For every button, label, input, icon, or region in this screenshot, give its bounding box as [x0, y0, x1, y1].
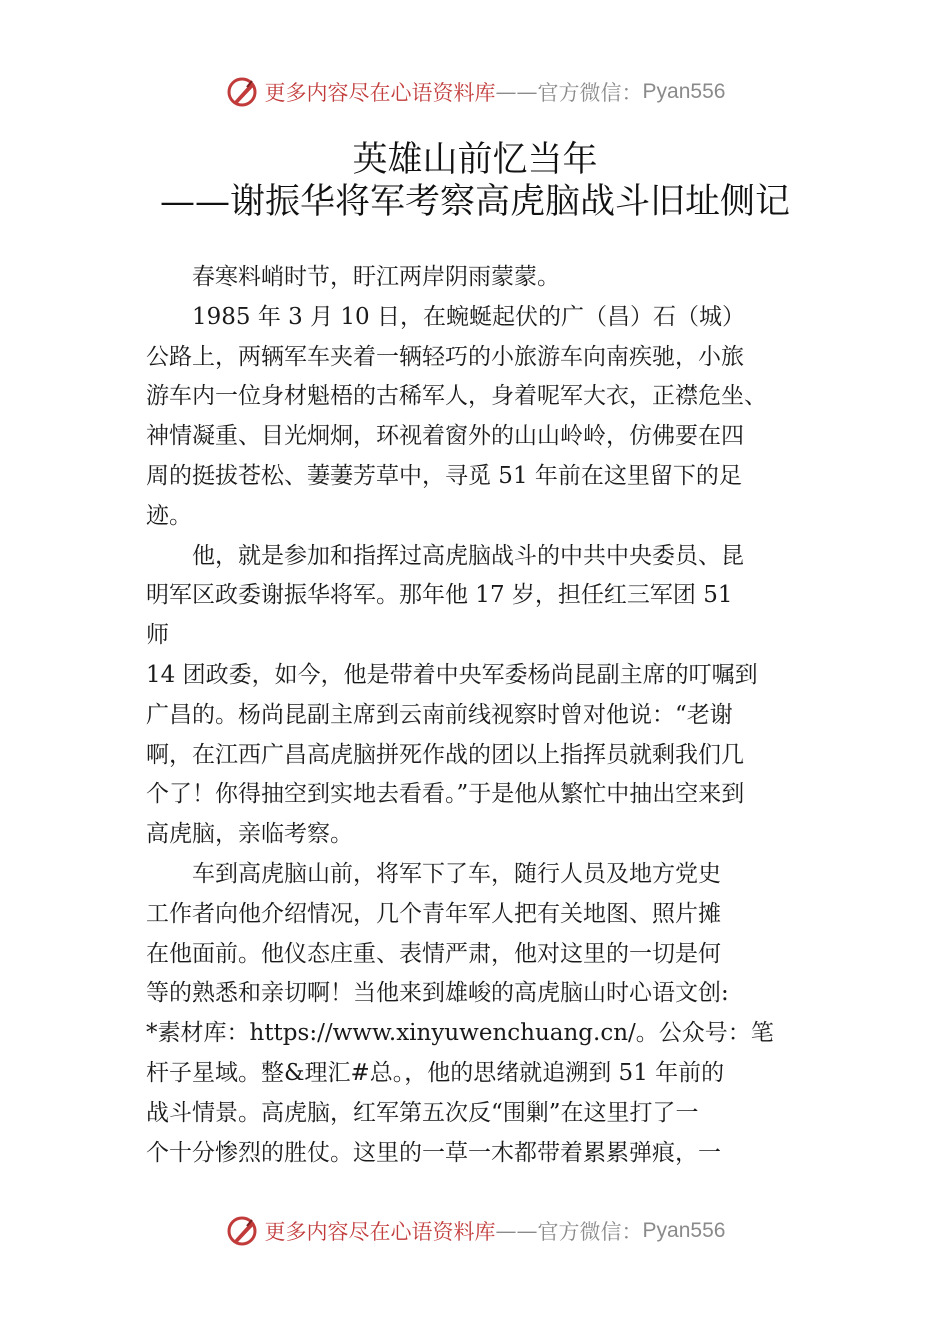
paragraph-line: 在他面前。他仪态庄重、表情严肃，他对这里的一切是何	[146, 940, 721, 967]
footer-banner	[0, 1211, 950, 1251]
paragraph-line: 车到高虎脑山前，将军下了车，随行人员及地方党史	[192, 860, 721, 887]
paragraph-line: 广昌的。杨尚昆副主席到云南前线视察时曾对他说：“老谢	[146, 701, 733, 728]
paragraph-line: 战斗情景。高虎脑，红军第五次反“围剿”在这里打了一	[146, 1099, 699, 1126]
paragraph-line: 明军区政委谢振华将军。那年他 17 岁，担任红三军团 51	[146, 582, 733, 609]
footer-site-text: 更多内容尽在心语资料库	[264, 1220, 496, 1244]
header-banner	[0, 72, 950, 112]
header-dash: ——	[495, 80, 538, 104]
paragraph-line: 高虎脑，亲临考察。	[146, 821, 353, 848]
header-wechat-id: Pyan556	[642, 80, 726, 103]
paragraph-line: 周的挺拔苍松、萋萋芳草中，寻觅 51 年前在这里留下的足	[146, 462, 742, 489]
paragraph-line: 啊，在江西广昌高虎脑拼死作战的团以上指挥员就剩我们几	[146, 741, 744, 768]
paragraph-line: 杆子星域。整&理汇#总。，他的思绪就追溯到 51 年前的	[146, 1059, 725, 1086]
quill-pen-logo-icon	[225, 1214, 259, 1248]
footer-wechat-id: Pyan556	[642, 1219, 726, 1242]
footer-dash: ——	[495, 1219, 538, 1243]
article-subtitle: ——谢振华将军考察高虎脑战斗旧址侧记	[159, 182, 790, 222]
paragraph-line: 神情凝重、目光炯炯，环视着窗外的山山岭岭，仿佛要在四	[146, 423, 744, 450]
article-title: 英雄山前忆当年	[352, 140, 598, 180]
quill-pen-logo-icon	[225, 75, 259, 109]
paragraph-line: 1985 年 3 月 10 日，在蜿蜒起伏的广（昌）石（城）	[192, 303, 745, 330]
header-wechat-label: 官方微信：	[537, 81, 643, 105]
paragraph-line: 工作者向他介绍情况，几个青年军人把有关地图、照片摊	[146, 900, 721, 927]
paragraph-line: 春寒料峭时节，盱江两岸阴雨蒙蒙。	[192, 264, 560, 290]
article-body	[146, 258, 836, 1173]
paragraph-line: 他，就是参加和指挥过高虎脑战斗的中共中央委员、昆	[192, 542, 744, 569]
paragraph-line: *素材库：https://www.xinyuwenchuang.cn/。公众号：笔	[146, 1020, 774, 1047]
paragraph-line: 师	[146, 622, 169, 649]
paragraph-line: 公路上，两辆军车夹着一辆轻巧的小旅游车向南疾驰，小旅	[146, 343, 744, 370]
paragraph-line: 个十分惨烈的胜仗。这里的一草一木都带着累累弹痕，一	[146, 1139, 721, 1166]
header-site-text: 更多内容尽在心语资料库	[264, 81, 496, 105]
paragraph-line: 等的熟悉和亲切啊！当他来到雄峻的高虎脑山时心语文创:	[146, 980, 729, 1007]
paragraph-line: 14 团政委，如今，他是带着中央军委杨尚昆副主席的叮嘱到	[146, 661, 758, 688]
paragraph-line: 游车内一位身材魁梧的古稀军人，身着呢军大衣，正襟危坐、	[146, 383, 767, 410]
footer-wechat-label: 官方微信：	[537, 1220, 643, 1244]
paragraph-line: 迹。	[146, 502, 192, 529]
paragraph-line: 个了！你得抽空到实地去看看。”于是他从繁忙中抽出空来到	[146, 781, 745, 808]
